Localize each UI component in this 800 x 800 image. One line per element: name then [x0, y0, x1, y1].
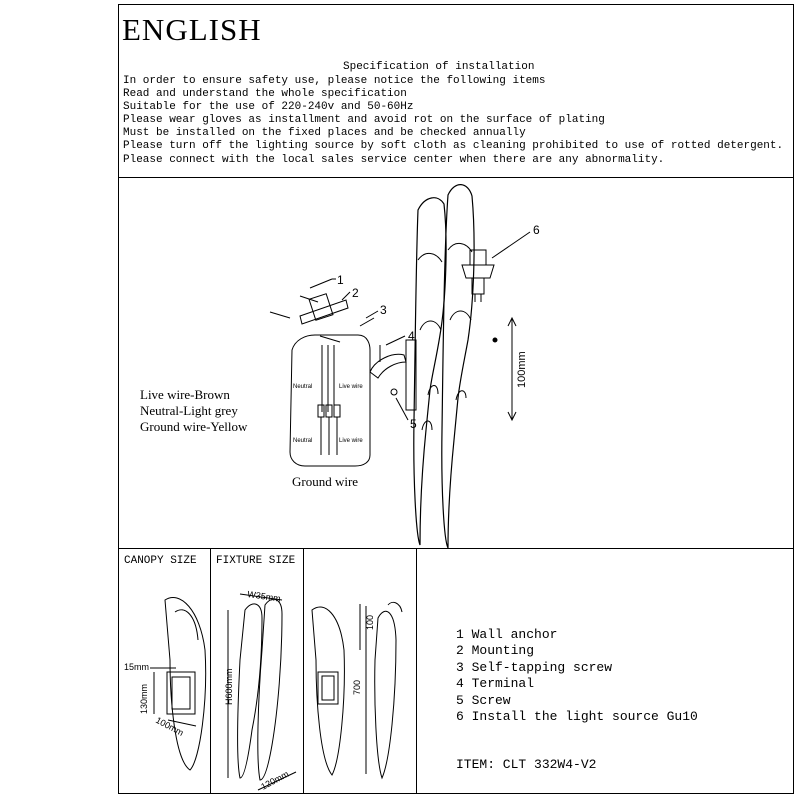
- fixture-illustration: [406, 185, 497, 548]
- dimension-100mm: [508, 318, 528, 420]
- ground-wire-label: Ground wire: [292, 474, 359, 489]
- neutral-wire-label: Neutral-Light grey: [140, 403, 238, 418]
- inset-neutral-top: Neutral: [293, 384, 313, 390]
- canopy-size-label: CANOPY SIZE: [124, 555, 197, 567]
- language-title: ENGLISH: [122, 12, 262, 47]
- fixture-size-diagram: [228, 594, 296, 790]
- part-item: 6 Install the light source Gu10: [456, 709, 698, 725]
- spec-item: Please wear gloves as installment and avoid rot on the surface of plating: [123, 114, 605, 127]
- side-dim-100: 100: [365, 614, 375, 630]
- callout-1: 1: [337, 273, 344, 287]
- spec-item: Suitable for the use of 220-240v and 50-60Hz: [123, 101, 414, 114]
- terminal-block: [370, 336, 408, 420]
- mounting-bracket: [270, 279, 378, 342]
- callout-6: 6: [533, 223, 540, 237]
- fixture-size-label: FIXTURE SIZE: [216, 555, 296, 567]
- canopy-dim-100: 100mm: [154, 714, 186, 738]
- dim-100mm-label: 100mm: [516, 351, 528, 388]
- callout-5: 5: [410, 417, 417, 431]
- spec-item: In order to ensure safety use, please notice the following items: [123, 75, 546, 87]
- inset-neutral-bottom: Neutral: [293, 438, 313, 444]
- fixture-dim-120: 120mm: [259, 768, 291, 792]
- spec-item: Please connect with the local sales service center when there are any abnormality.: [123, 153, 665, 166]
- live-wire-label: Live wire-Brown: [140, 387, 230, 402]
- callout-4: 4: [408, 329, 415, 343]
- part-item: 4 Terminal: [456, 676, 535, 692]
- ground-wire-color-label: Ground wire-Yellow: [140, 419, 248, 434]
- canopy-size-diagram: [150, 597, 206, 770]
- fixture-dim-w35: W35mm: [246, 589, 282, 604]
- part-item: 1 Wall anchor: [456, 627, 558, 642]
- item-code: ITEM: CLT 332W4-V2: [456, 757, 597, 772]
- part-item: 3 Self-tapping screw: [456, 659, 613, 675]
- inset-live-top: Live wire: [339, 384, 363, 390]
- callout-2: 2: [352, 286, 359, 300]
- spec-item: Read and understand the whole specification: [123, 88, 407, 101]
- side-dim-700: 700: [352, 679, 362, 695]
- wiring-inset: [290, 335, 370, 466]
- specification-heading: Specification of installation: [343, 61, 535, 73]
- canopy-dim-130: 130mm: [139, 683, 149, 714]
- canopy-dim-15: 15mm: [124, 662, 150, 672]
- inset-live-bottom: Live wire: [339, 438, 363, 444]
- gu10-bulb-icon: [462, 232, 530, 302]
- callout-3: 3: [380, 303, 387, 317]
- fixture-dim-h600: H600mm: [224, 668, 234, 705]
- spec-item: Please turn off the lighting source by soft cloth as cleaning prohibited to use of rotted detergent.: [123, 140, 784, 153]
- part-item: 2 Mounting: [456, 643, 535, 659]
- part-item: 5 Screw: [456, 692, 511, 708]
- spec-item: Must be installed on the fixed places and be checked annually: [123, 127, 526, 140]
